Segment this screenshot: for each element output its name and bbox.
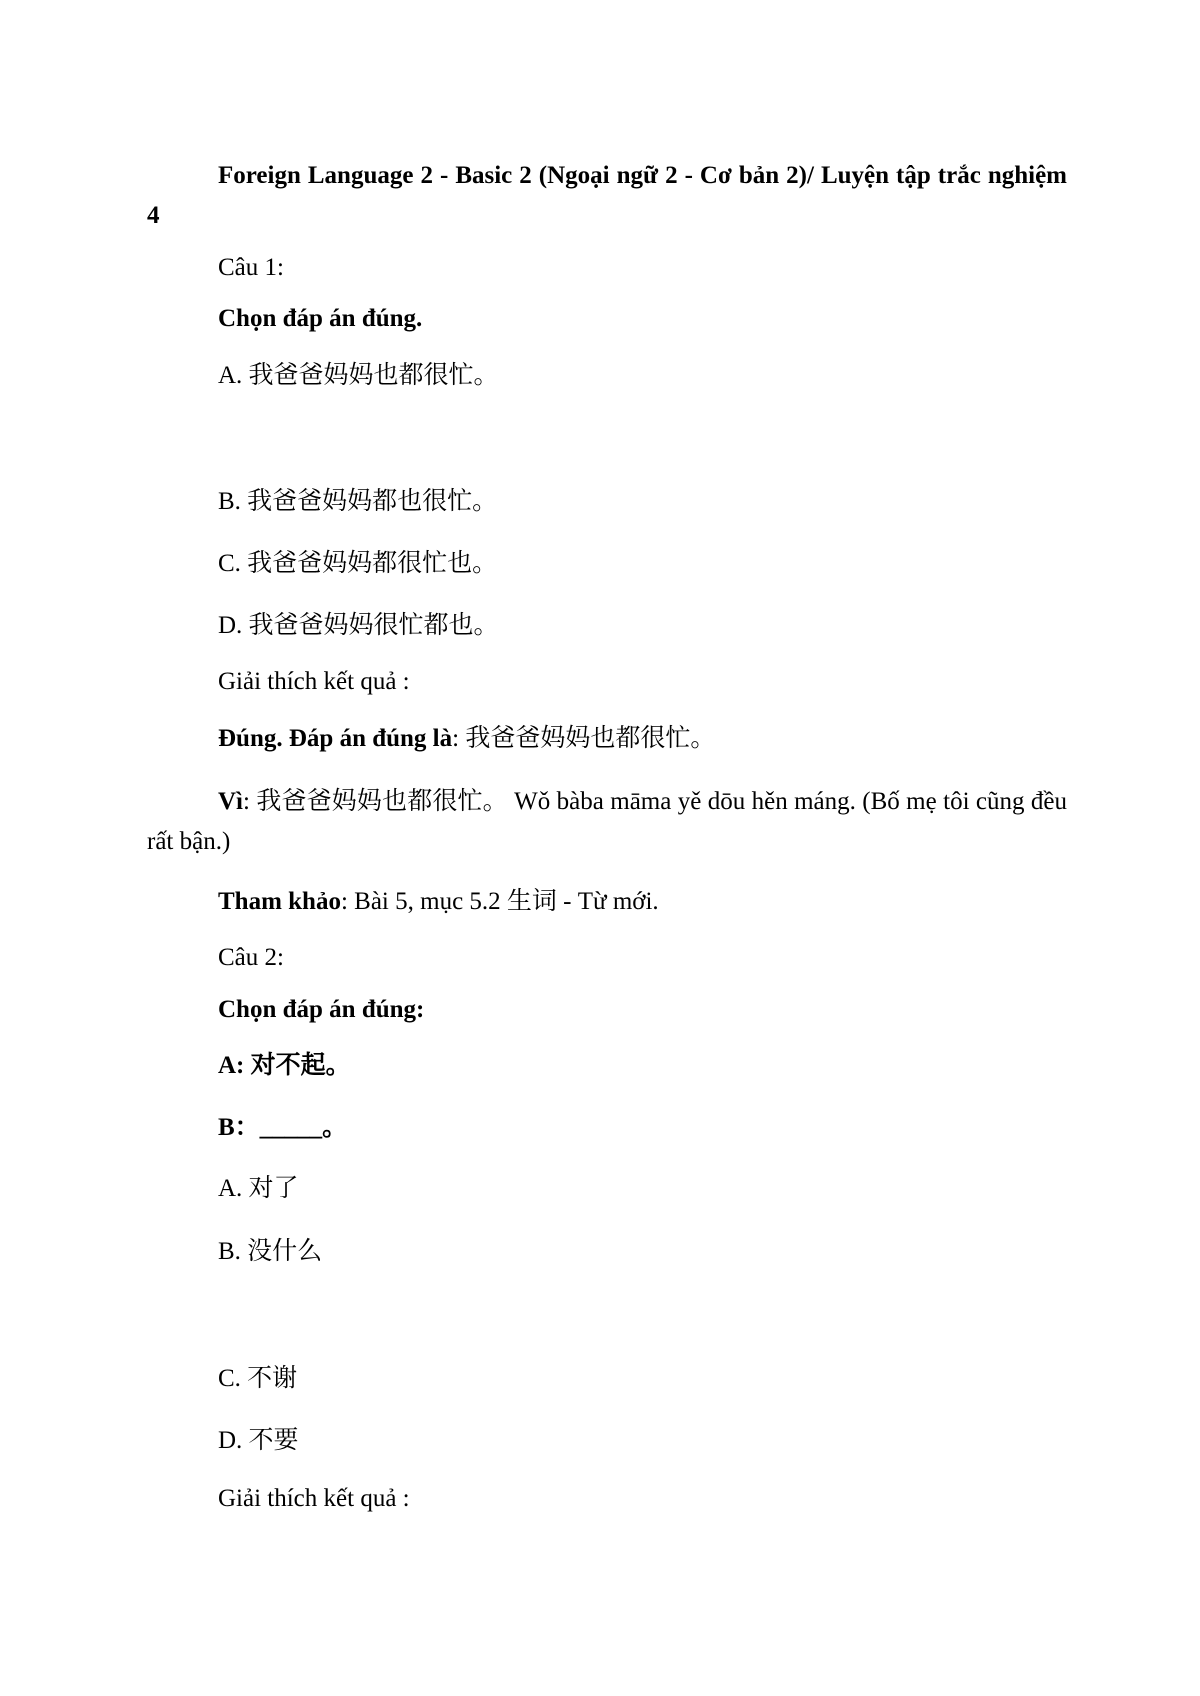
- document-title: [147, 156, 1067, 236]
- question-1-option-a: A. 我爸爸妈妈也都很忙。: [218, 362, 499, 389]
- question-2-label: Câu 2:: [218, 944, 284, 971]
- correct-answer-prefix: Đúng. Đáp án đúng là: [218, 725, 453, 752]
- question-2-prompt: Chọn đáp án đúng:: [218, 996, 425, 1023]
- question-1-reason: [147, 782, 1067, 862]
- question-1-explain-label: Giải thích kết quả :: [218, 668, 410, 695]
- question-1-option-b: B. 我爸爸妈妈都也很忙。: [218, 488, 498, 515]
- question-2-option-a: A. 对了: [218, 1175, 299, 1202]
- question-1-option-c: C. 我爸爸妈妈都很忙也。: [218, 550, 498, 577]
- correct-answer-value: : 我爸爸妈妈也都很忙。: [452, 725, 716, 752]
- question-2-explain-label: Giải thích kết quả :: [218, 1485, 410, 1512]
- question-2-option-c: C. 不谢: [218, 1365, 298, 1392]
- question-2-dialogue-b: B：_____。: [218, 1114, 348, 1141]
- question-2-option-d: D. 不要: [218, 1427, 299, 1454]
- reason-text: : 我爸爸妈妈也都很忙。 Wǒ bàba māma yě dōu hěn máng. (Bố mẹ tôi cũng đều rất bận.): [147, 788, 1067, 855]
- question-1-correct-answer: [218, 723, 715, 755]
- question-1-prompt: Chọn đáp án đúng.: [218, 305, 423, 332]
- question-2-dialogue-a: A: 对不起。: [218, 1052, 351, 1079]
- reference-text: : Bài 5, mục 5.2 生词 - Từ mới.: [340, 888, 659, 915]
- document-title-text: Foreign Language 2 - Basic 2 (Ngoại ngữ 2 - Cơ bản 2)/ Luyện tập trắc nghiệm 4: [147, 162, 1067, 229]
- question-1-option-d: D. 我爸爸妈妈很忙都也。: [218, 612, 499, 639]
- reference-prefix: Tham khảo: [218, 888, 341, 915]
- question-1-label: Câu 1:: [218, 254, 284, 281]
- reason-prefix: Vì: [218, 788, 243, 815]
- question-1-reference: [218, 886, 659, 918]
- question-2-option-b: B. 没什么: [218, 1238, 323, 1265]
